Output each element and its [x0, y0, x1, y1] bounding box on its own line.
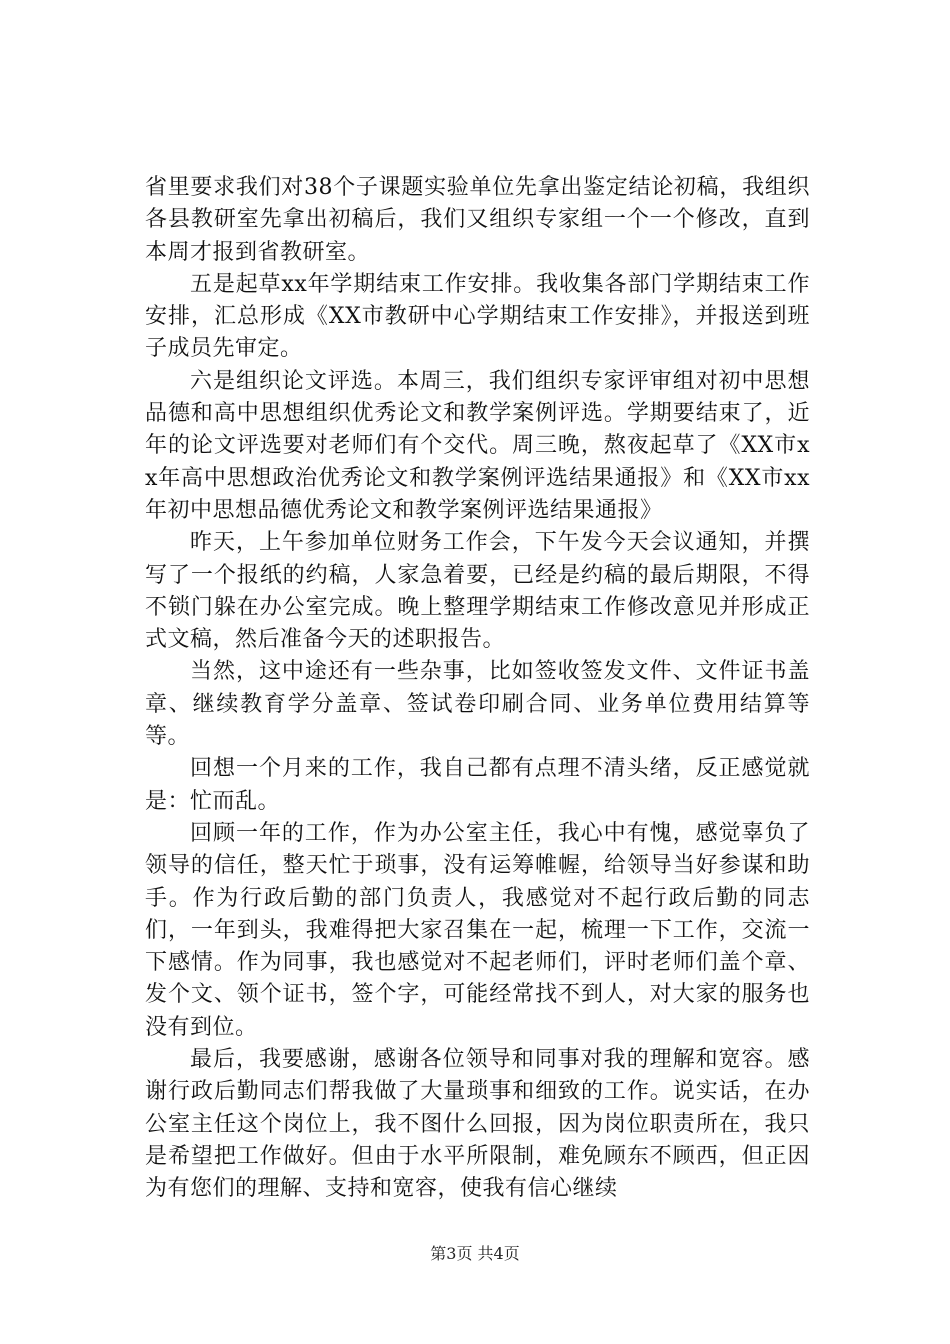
paragraph: 省里要求我们对38个子课题实验单位先拿出鉴定结论初稿，我组织各县教研室先拿出初稿后，我们又组织专家组一个一个修改，直到本周才报到省教研室。 [145, 175, 810, 265]
paragraph: 回顾一年的工作，作为办公室主任，我心中有愧，感觉辜负了领导的信任，整天忙于琐事，没有运筹帷幄，给领导当好参谋和助手。作为行政后勤的部门负责人，我感觉对不起行政后勤的同志们，一年到头，我难得把大家召集在一起，梳理一下工作，交流一下感情。作为同事，我也感觉对不起老师们，评时老师们盖个章、发个文、领个证书，签个字，可能经常找不到人，对大家的服务也没有到位。 [145, 820, 810, 1040]
paragraph: 最后，我要感谢，感谢各位领导和同事对我的理解和宽容。感谢行政后勤同志们帮我做了大量琐事和细致的工作。说实话，在办公室主任这个岗位上，我不图什么回报，因为岗位职责所在，我只是希望把工作做好。但由于水平所限制，难免顾东不顾西，但正因为有您们的理解、支持和宽容，使我有信心继续 [145, 1047, 810, 1202]
document-body [145, 172, 810, 1206]
paragraph: 五是起草xx年学期结束工作安排。我收集各部门学期结束工作安排，汇总形成《XX市教研中心学期结束工作安排》，并报送到班子成员先审定。 [145, 271, 810, 362]
paragraph: 当然，这中途还有一些杂事，比如签收签发文件、文件证书盖章、继续教育学分盖章、签试卷印刷合同、业务单位费用结算等等。 [145, 659, 810, 750]
paragraph: 回想一个月来的工作，我自己都有点理不清头绪，反正感觉就是：忙而乱。 [145, 756, 810, 814]
page-number-footer: 第3页 共4页 [430, 1244, 520, 1263]
paragraph: 昨天，上午参加单位财务工作会，下午发今天会议通知，并撰写了一个报纸的约稿，人家急着要，已经是约稿的最后期限，不得不锁门躲在办公室完成。晚上整理学期结束工作修改意见并形成正式文稿，然后准备今天的述职报告。 [145, 530, 810, 653]
paragraph: 六是组织论文评选。本周三，我们组织专家评审组对初中思想品德和高中思想组织优秀论文和教学案例评选。学期要结束了，近年的论文评选要对老师们有个交代。周三晚，熬夜起草了《XX市xx年高中思想政治优秀论文和教学案例评选结果通报》和《XX市xx年初中思想品德优秀论文和教学案例评选结果通报》 [145, 368, 810, 523]
